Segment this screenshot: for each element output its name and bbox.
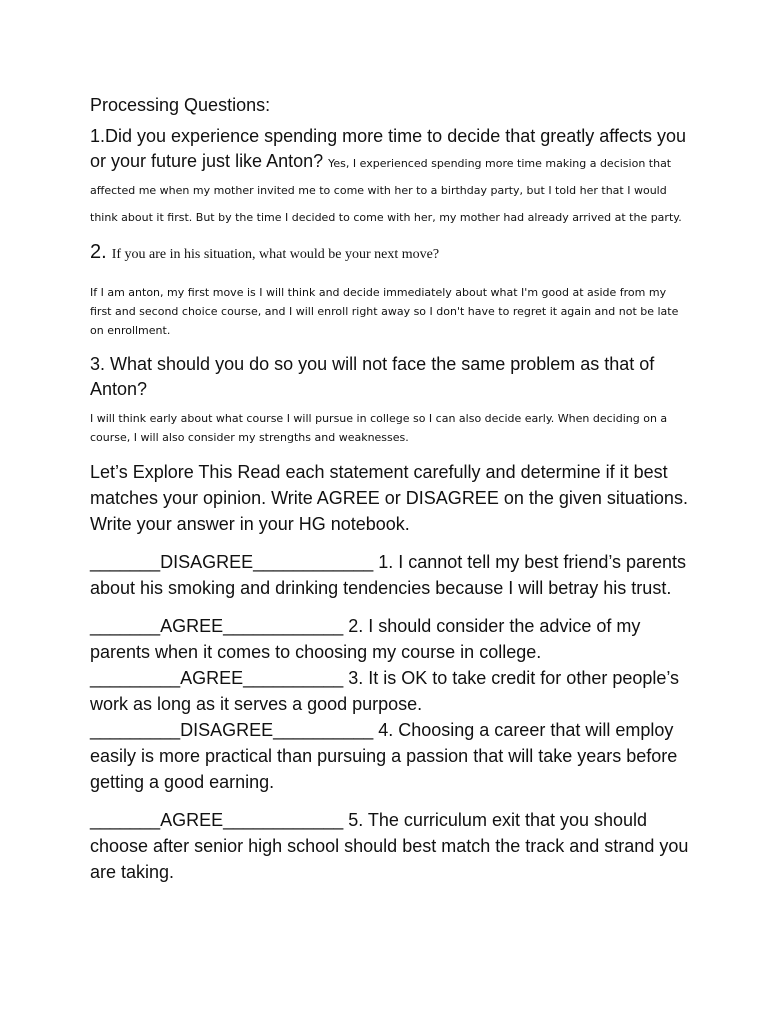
question-2: [90, 238, 690, 269]
document-body: [90, 92, 690, 885]
answer-3-text: I will think early about what course I will pursue in college so I can also decide early. When deciding on a course, I will also consider my strengths and weaknesses.: [90, 412, 668, 444]
statement-item-2: _______AGREE____________ 2. I should consider the advice of my parents when it comes to choosing my course in college.: [90, 616, 641, 662]
lets-explore-instructions: Let’s Explore This Read each statement carefully and determine if it best matches your opinion. Write AGREE or DISAGREE on the given situations. Write your answer in your HG notebook.: [90, 462, 688, 534]
statement-item-3: _________AGREE__________ 3. It is OK to take credit for other people’s work as long as it serves a good purpose.: [90, 668, 680, 714]
statement-item-5: _______AGREE____________ 5. The curriculum exit that you should choose after senior high school should best match the track and strand you are taking.: [90, 810, 689, 882]
question-1-text: 1.Did you experience spending more time to decide that greatly affects you or your future just like Anton?: [90, 126, 687, 171]
question-3-text: 3. What should you do so you will not face the same problem as that of Anton?: [90, 354, 655, 399]
question-2-number: 2.: [90, 241, 107, 263]
statement-item-4: _________DISAGREE__________ 4. Choosing a career that will employ easily is more practical than pursuing a passion that will take years before getting a good earning.: [90, 720, 678, 792]
answer-2-text: If I am anton, my first move is I will think and decide immediately about what I'm good at aside from my first and second choice course, and I will enroll right away so I don't have to regret it again and not be late on enrollment.: [90, 286, 679, 337]
statement-item-1: _______DISAGREE____________ 1. I cannot tell my best friend’s parents about his smoking and drinking tendencies because I will betray his trust.: [90, 552, 687, 598]
question-1: [90, 124, 690, 230]
answer-1-text: Yes, I experienced spending more time making a decision that affected me when my mother invited me to come with her to a birthday party, but I told her that I would think about it first. But by the time I decided to come with her, my mother had already arrived at the party.: [90, 157, 682, 224]
question-2-text: If you are in his situation, what would be your next move?: [111, 247, 440, 262]
processing-questions-heading: Processing Questions:: [90, 95, 271, 115]
